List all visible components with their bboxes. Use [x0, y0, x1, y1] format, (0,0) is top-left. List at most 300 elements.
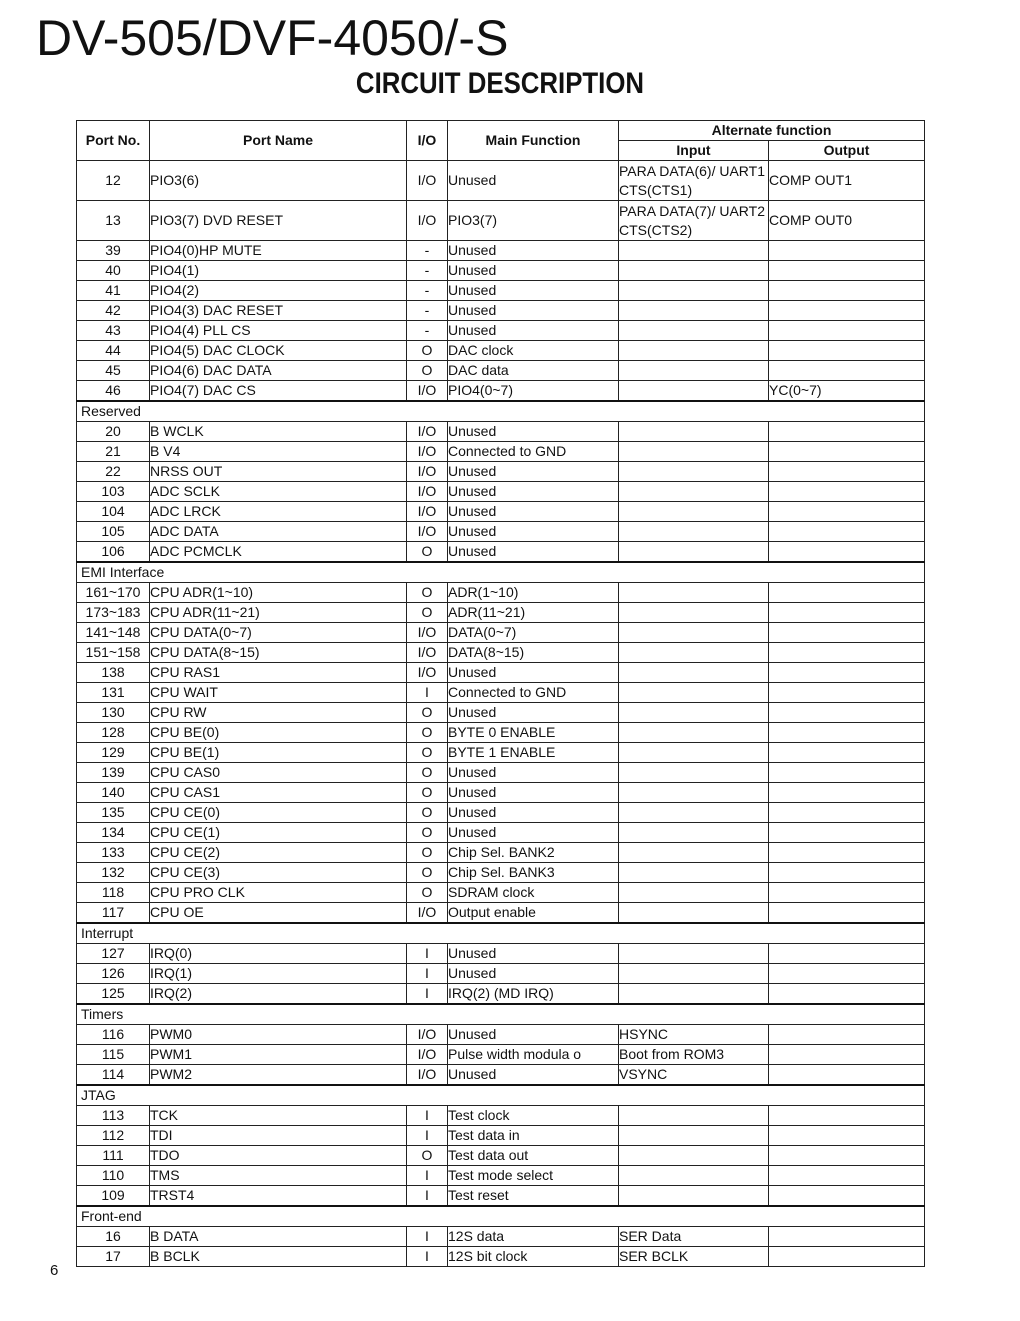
- port-name-cell: PIO4(3) DAC RESET: [150, 301, 407, 321]
- port-no-cell: 116: [77, 1025, 150, 1045]
- main-function-cell: DAC data: [448, 361, 619, 381]
- port-name-cell: ADC PCMCLK: [150, 542, 407, 563]
- main-function-cell: BYTE 0 ENABLE: [448, 723, 619, 743]
- port-no-cell: 139: [77, 763, 150, 783]
- alt-input-cell: SER Data: [619, 1227, 769, 1247]
- alt-input-cell: [619, 241, 769, 261]
- alt-input-cell: [619, 482, 769, 502]
- alt-input-cell: [619, 502, 769, 522]
- io-cell: I/O: [407, 623, 448, 643]
- main-function-cell: BYTE 1 ENABLE: [448, 743, 619, 763]
- port-name-cell: CPU RW: [150, 703, 407, 723]
- main-function-cell: Pulse width modula o: [448, 1045, 619, 1065]
- alt-output-cell: [769, 883, 925, 903]
- port-name-cell: CPU DATA(0~7): [150, 623, 407, 643]
- table-row: [77, 984, 925, 1005]
- main-function-cell: PIO3(7): [448, 201, 619, 241]
- alt-output-cell: [769, 1106, 925, 1126]
- port-name-cell: CPU CAS0: [150, 763, 407, 783]
- table-row: [77, 603, 925, 623]
- io-cell: O: [407, 843, 448, 863]
- port-name-cell: PIO4(2): [150, 281, 407, 301]
- table-row: [77, 281, 925, 301]
- io-cell: I: [407, 1126, 448, 1146]
- port-no-cell: 117: [77, 903, 150, 924]
- alt-input-cell: [619, 583, 769, 603]
- main-function-cell: Connected to GND: [448, 442, 619, 462]
- main-function-cell: Output enable: [448, 903, 619, 924]
- io-cell: I: [407, 1106, 448, 1126]
- table-row: [77, 502, 925, 522]
- alt-output-cell: [769, 281, 925, 301]
- table-row: [77, 522, 925, 542]
- io-cell: I/O: [407, 161, 448, 201]
- port-no-cell: 40: [77, 261, 150, 281]
- alt-output-cell: [769, 783, 925, 803]
- table-row: [77, 1025, 925, 1045]
- alt-input-cell: [619, 462, 769, 482]
- main-function-cell: SDRAM clock: [448, 883, 619, 903]
- alt-input-cell: [619, 743, 769, 763]
- port-no-cell: 16: [77, 1227, 150, 1247]
- port-no-cell: 109: [77, 1186, 150, 1207]
- io-cell: I/O: [407, 462, 448, 482]
- alt-input-cell: [619, 442, 769, 462]
- table-row: [77, 1126, 925, 1146]
- alt-output-cell: COMP OUT1: [769, 161, 925, 201]
- port-no-cell: 43: [77, 321, 150, 341]
- table-row: [77, 442, 925, 462]
- port-no-cell: 151~158: [77, 643, 150, 663]
- alt-output-cell: [769, 823, 925, 843]
- section-label: EMI Interface: [77, 562, 925, 583]
- section-title: CIRCUIT DESCRIPTION: [355, 67, 645, 100]
- port-no-cell: 22: [77, 462, 150, 482]
- io-cell: -: [407, 301, 448, 321]
- section-label: Reserved: [77, 401, 925, 422]
- model-title: DV-505/DVF-4050/-S: [36, 10, 509, 66]
- main-function-cell: DATA(0~7): [448, 623, 619, 643]
- alt-output-cell: [769, 1025, 925, 1045]
- io-cell: I/O: [407, 522, 448, 542]
- io-cell: I/O: [407, 482, 448, 502]
- section-row: [77, 562, 925, 583]
- port-name-cell: CPU WAIT: [150, 683, 407, 703]
- table-row: [77, 542, 925, 563]
- port-no-cell: 133: [77, 843, 150, 863]
- port-name-cell: PIO4(6) DAC DATA: [150, 361, 407, 381]
- table-row: [77, 1166, 925, 1186]
- port-table: [76, 120, 925, 1267]
- port-no-cell: 115: [77, 1045, 150, 1065]
- table-row: [77, 944, 925, 964]
- alt-input-cell: [619, 261, 769, 281]
- alt-input-cell: [619, 422, 769, 442]
- io-cell: I/O: [407, 502, 448, 522]
- io-cell: O: [407, 723, 448, 743]
- table-row: [77, 703, 925, 723]
- alt-input-cell: HSYNC: [619, 1025, 769, 1045]
- alt-input-cell: [619, 964, 769, 984]
- alt-input-cell: [619, 683, 769, 703]
- table-row: [77, 723, 925, 743]
- io-cell: I: [407, 944, 448, 964]
- io-cell: O: [407, 603, 448, 623]
- alt-output-cell: [769, 1186, 925, 1207]
- main-function-cell: Unused: [448, 261, 619, 281]
- io-cell: O: [407, 341, 448, 361]
- alt-output-cell: [769, 1166, 925, 1186]
- main-function-cell: Unused: [448, 241, 619, 261]
- port-name-cell: CPU CAS1: [150, 783, 407, 803]
- table-row: [77, 1186, 925, 1207]
- alt-input-cell: [619, 1126, 769, 1146]
- table-row: [77, 1227, 925, 1247]
- port-name-cell: PIO3(7) DVD RESET: [150, 201, 407, 241]
- port-name-cell: PWM1: [150, 1045, 407, 1065]
- alt-output-cell: [769, 442, 925, 462]
- port-name-cell: TMS: [150, 1166, 407, 1186]
- table-row: [77, 1106, 925, 1126]
- alt-output-cell: [769, 803, 925, 823]
- table-row: [77, 422, 925, 442]
- io-cell: -: [407, 261, 448, 281]
- alt-input-cell: [619, 843, 769, 863]
- main-function-cell: Test mode select: [448, 1166, 619, 1186]
- port-no-cell: 173~183: [77, 603, 150, 623]
- port-name-cell: PIO4(0)HP MUTE: [150, 241, 407, 261]
- port-no-cell: 134: [77, 823, 150, 843]
- alt-output-cell: [769, 743, 925, 763]
- port-name-cell: PIO4(4) PLL CS: [150, 321, 407, 341]
- main-function-cell: Unused: [448, 482, 619, 502]
- port-no-cell: 39: [77, 241, 150, 261]
- port-name-cell: CPU CE(2): [150, 843, 407, 863]
- main-function-cell: Unused: [448, 1025, 619, 1045]
- table-row: [77, 321, 925, 341]
- table-row: [77, 964, 925, 984]
- alt-output-cell: [769, 1247, 925, 1267]
- table-row: [77, 763, 925, 783]
- port-no-cell: 113: [77, 1106, 150, 1126]
- port-name-cell: PWM2: [150, 1065, 407, 1086]
- alt-output-cell: [769, 643, 925, 663]
- table-row: [77, 743, 925, 763]
- main-function-cell: Unused: [448, 1065, 619, 1086]
- alt-output-cell: [769, 763, 925, 783]
- alt-input-cell: [619, 1166, 769, 1186]
- alt-output-cell: [769, 502, 925, 522]
- alt-input-cell: [619, 1146, 769, 1166]
- alt-input-cell: [619, 863, 769, 883]
- port-no-cell: 17: [77, 1247, 150, 1267]
- io-cell: I: [407, 683, 448, 703]
- alt-input-cell: PARA DATA(6)/ UART1 CTS(CTS1): [619, 161, 769, 201]
- main-function-cell: Connected to GND: [448, 683, 619, 703]
- main-function-cell: PIO4(0~7): [448, 381, 619, 402]
- alt-output-cell: [769, 683, 925, 703]
- header-main-function: Main Function: [448, 121, 619, 161]
- main-function-cell: Unused: [448, 663, 619, 683]
- alt-input-cell: [619, 361, 769, 381]
- port-no-cell: 105: [77, 522, 150, 542]
- alt-input-cell: [619, 321, 769, 341]
- table-row: [77, 1146, 925, 1166]
- alt-output-cell: [769, 1146, 925, 1166]
- table-row: [77, 381, 925, 402]
- main-function-cell: Unused: [448, 422, 619, 442]
- port-no-cell: 110: [77, 1166, 150, 1186]
- alt-input-cell: [619, 703, 769, 723]
- section-label: Interrupt: [77, 923, 925, 944]
- alt-output-cell: [769, 984, 925, 1005]
- alt-input-cell: [619, 944, 769, 964]
- main-function-cell: ADR(1~10): [448, 583, 619, 603]
- io-cell: I: [407, 1227, 448, 1247]
- port-name-cell: ADC SCLK: [150, 482, 407, 502]
- table-row: [77, 161, 925, 201]
- port-name-cell: IRQ(2): [150, 984, 407, 1005]
- io-cell: I/O: [407, 1045, 448, 1065]
- alt-input-cell: [619, 783, 769, 803]
- main-function-cell: DAC clock: [448, 341, 619, 361]
- section-row: [77, 923, 925, 944]
- alt-output-cell: [769, 542, 925, 563]
- port-name-cell: TDO: [150, 1146, 407, 1166]
- alt-input-cell: [619, 803, 769, 823]
- alt-input-cell: [619, 663, 769, 683]
- header-port-name: Port Name: [150, 121, 407, 161]
- io-cell: O: [407, 883, 448, 903]
- io-cell: O: [407, 803, 448, 823]
- io-cell: O: [407, 542, 448, 563]
- io-cell: O: [407, 823, 448, 843]
- alt-input-cell: SER BCLK: [619, 1247, 769, 1267]
- port-no-cell: 138: [77, 663, 150, 683]
- main-function-cell: Unused: [448, 703, 619, 723]
- table-body: [77, 161, 925, 1267]
- main-function-cell: 12S data: [448, 1227, 619, 1247]
- alt-output-cell: [769, 361, 925, 381]
- port-no-cell: 118: [77, 883, 150, 903]
- port-name-cell: CPU PRO CLK: [150, 883, 407, 903]
- alt-input-cell: [619, 381, 769, 402]
- alt-output-cell: [769, 341, 925, 361]
- table-row: [77, 1247, 925, 1267]
- main-function-cell: IRQ(2) (MD IRQ): [448, 984, 619, 1005]
- main-function-cell: Unused: [448, 462, 619, 482]
- alt-output-cell: [769, 301, 925, 321]
- main-function-cell: Unused: [448, 301, 619, 321]
- section-row: [77, 1004, 925, 1025]
- io-cell: O: [407, 783, 448, 803]
- io-cell: I/O: [407, 1065, 448, 1086]
- table-row: [77, 643, 925, 663]
- port-name-cell: CPU CE(1): [150, 823, 407, 843]
- port-no-cell: 114: [77, 1065, 150, 1086]
- alt-output-cell: [769, 482, 925, 502]
- alt-input-cell: VSYNC: [619, 1065, 769, 1086]
- io-cell: I/O: [407, 903, 448, 924]
- main-function-cell: Unused: [448, 161, 619, 201]
- port-no-cell: 112: [77, 1126, 150, 1146]
- alt-input-cell: [619, 623, 769, 643]
- alt-output-cell: [769, 964, 925, 984]
- alt-input-cell: [619, 301, 769, 321]
- table-row: [77, 803, 925, 823]
- alt-output-cell: [769, 863, 925, 883]
- main-function-cell: Unused: [448, 944, 619, 964]
- alt-output-cell: [769, 703, 925, 723]
- alt-input-cell: [619, 984, 769, 1005]
- alt-input-cell: [619, 1106, 769, 1126]
- alt-input-cell: PARA DATA(7)/ UART2 CTS(CTS2): [619, 201, 769, 241]
- port-name-cell: TRST4: [150, 1186, 407, 1207]
- alt-output-cell: [769, 241, 925, 261]
- io-cell: I/O: [407, 643, 448, 663]
- port-name-cell: PIO4(7) DAC CS: [150, 381, 407, 402]
- port-no-cell: 127: [77, 944, 150, 964]
- alt-output-cell: [769, 422, 925, 442]
- alt-input-cell: [619, 883, 769, 903]
- port-no-cell: 131: [77, 683, 150, 703]
- io-cell: I: [407, 984, 448, 1005]
- io-cell: -: [407, 241, 448, 261]
- alt-input-cell: [619, 1186, 769, 1207]
- io-cell: O: [407, 361, 448, 381]
- port-name-cell: CPU BE(1): [150, 743, 407, 763]
- port-no-cell: 111: [77, 1146, 150, 1166]
- table-row: [77, 301, 925, 321]
- header-alternate-function: Alternate function: [619, 121, 925, 141]
- table-row: [77, 863, 925, 883]
- alt-output-cell: [769, 1227, 925, 1247]
- main-function-cell: Unused: [448, 964, 619, 984]
- alt-output-cell: [769, 261, 925, 281]
- alt-output-cell: [769, 321, 925, 341]
- io-cell: I/O: [407, 422, 448, 442]
- section-row: [77, 401, 925, 422]
- port-name-cell: PWM0: [150, 1025, 407, 1045]
- port-name-cell: CPU CE(3): [150, 863, 407, 883]
- alt-output-cell: [769, 843, 925, 863]
- alt-output-cell: [769, 1065, 925, 1086]
- table-row: [77, 623, 925, 643]
- table-row: [77, 341, 925, 361]
- alt-output-cell: [769, 944, 925, 964]
- io-cell: O: [407, 743, 448, 763]
- port-name-cell: CPU RAS1: [150, 663, 407, 683]
- port-name-cell: PIO4(1): [150, 261, 407, 281]
- main-function-cell: Unused: [448, 522, 619, 542]
- alt-input-cell: [619, 341, 769, 361]
- table-row: [77, 663, 925, 683]
- table-row: [77, 823, 925, 843]
- table-row: [77, 783, 925, 803]
- port-no-cell: 141~148: [77, 623, 150, 643]
- header-port-no: Port No.: [77, 121, 150, 161]
- port-name-cell: PIO4(5) DAC CLOCK: [150, 341, 407, 361]
- io-cell: I/O: [407, 1025, 448, 1045]
- io-cell: O: [407, 703, 448, 723]
- table-row: [77, 883, 925, 903]
- io-cell: O: [407, 1146, 448, 1166]
- io-cell: I: [407, 1247, 448, 1267]
- port-no-cell: 20: [77, 422, 150, 442]
- alt-input-cell: [619, 542, 769, 563]
- io-cell: I: [407, 1186, 448, 1207]
- table-row: [77, 683, 925, 703]
- alt-input-cell: [619, 763, 769, 783]
- port-no-cell: 130: [77, 703, 150, 723]
- port-no-cell: 132: [77, 863, 150, 883]
- alt-output-cell: COMP OUT0: [769, 201, 925, 241]
- alt-input-cell: Boot from ROM3: [619, 1045, 769, 1065]
- io-cell: I/O: [407, 442, 448, 462]
- alt-output-cell: [769, 723, 925, 743]
- table-row: [77, 462, 925, 482]
- table-row: [77, 1065, 925, 1086]
- alt-output-cell: [769, 603, 925, 623]
- page-number: 6: [50, 1262, 59, 1279]
- table-row: [77, 1045, 925, 1065]
- table-row: [77, 201, 925, 241]
- port-no-cell: 161~170: [77, 583, 150, 603]
- section-row: [77, 1206, 925, 1227]
- port-no-cell: 21: [77, 442, 150, 462]
- port-name-cell: CPU BE(0): [150, 723, 407, 743]
- header-io: I/O: [407, 121, 448, 161]
- port-name-cell: NRSS OUT: [150, 462, 407, 482]
- alt-input-cell: [619, 903, 769, 924]
- port-name-cell: ADC DATA: [150, 522, 407, 542]
- port-no-cell: 129: [77, 743, 150, 763]
- table-row: [77, 482, 925, 502]
- port-no-cell: 140: [77, 783, 150, 803]
- alt-input-cell: [619, 603, 769, 623]
- port-name-cell: CPU CE(0): [150, 803, 407, 823]
- alt-input-cell: [619, 823, 769, 843]
- alt-input-cell: [619, 643, 769, 663]
- port-name-cell: CPU ADR(11~21): [150, 603, 407, 623]
- port-no-cell: 106: [77, 542, 150, 563]
- io-cell: -: [407, 321, 448, 341]
- port-no-cell: 12: [77, 161, 150, 201]
- main-function-cell: 12S bit clock: [448, 1247, 619, 1267]
- header-output: Output: [769, 141, 925, 161]
- port-name-cell: ADC LRCK: [150, 502, 407, 522]
- alt-output-cell: YC(0~7): [769, 381, 925, 402]
- io-cell: O: [407, 583, 448, 603]
- port-no-cell: 44: [77, 341, 150, 361]
- main-function-cell: Unused: [448, 783, 619, 803]
- section-row: [77, 1085, 925, 1106]
- table-row: [77, 261, 925, 281]
- main-function-cell: Unused: [448, 321, 619, 341]
- main-function-cell: Unused: [448, 502, 619, 522]
- main-function-cell: Test reset: [448, 1186, 619, 1207]
- alt-output-cell: [769, 1126, 925, 1146]
- port-name-cell: PIO3(6): [150, 161, 407, 201]
- table-row: [77, 583, 925, 603]
- main-function-cell: Unused: [448, 542, 619, 563]
- port-name-cell: B DATA: [150, 1227, 407, 1247]
- port-name-cell: IRQ(0): [150, 944, 407, 964]
- port-no-cell: 128: [77, 723, 150, 743]
- io-cell: O: [407, 763, 448, 783]
- main-function-cell: Test data out: [448, 1146, 619, 1166]
- main-function-cell: DATA(8~15): [448, 643, 619, 663]
